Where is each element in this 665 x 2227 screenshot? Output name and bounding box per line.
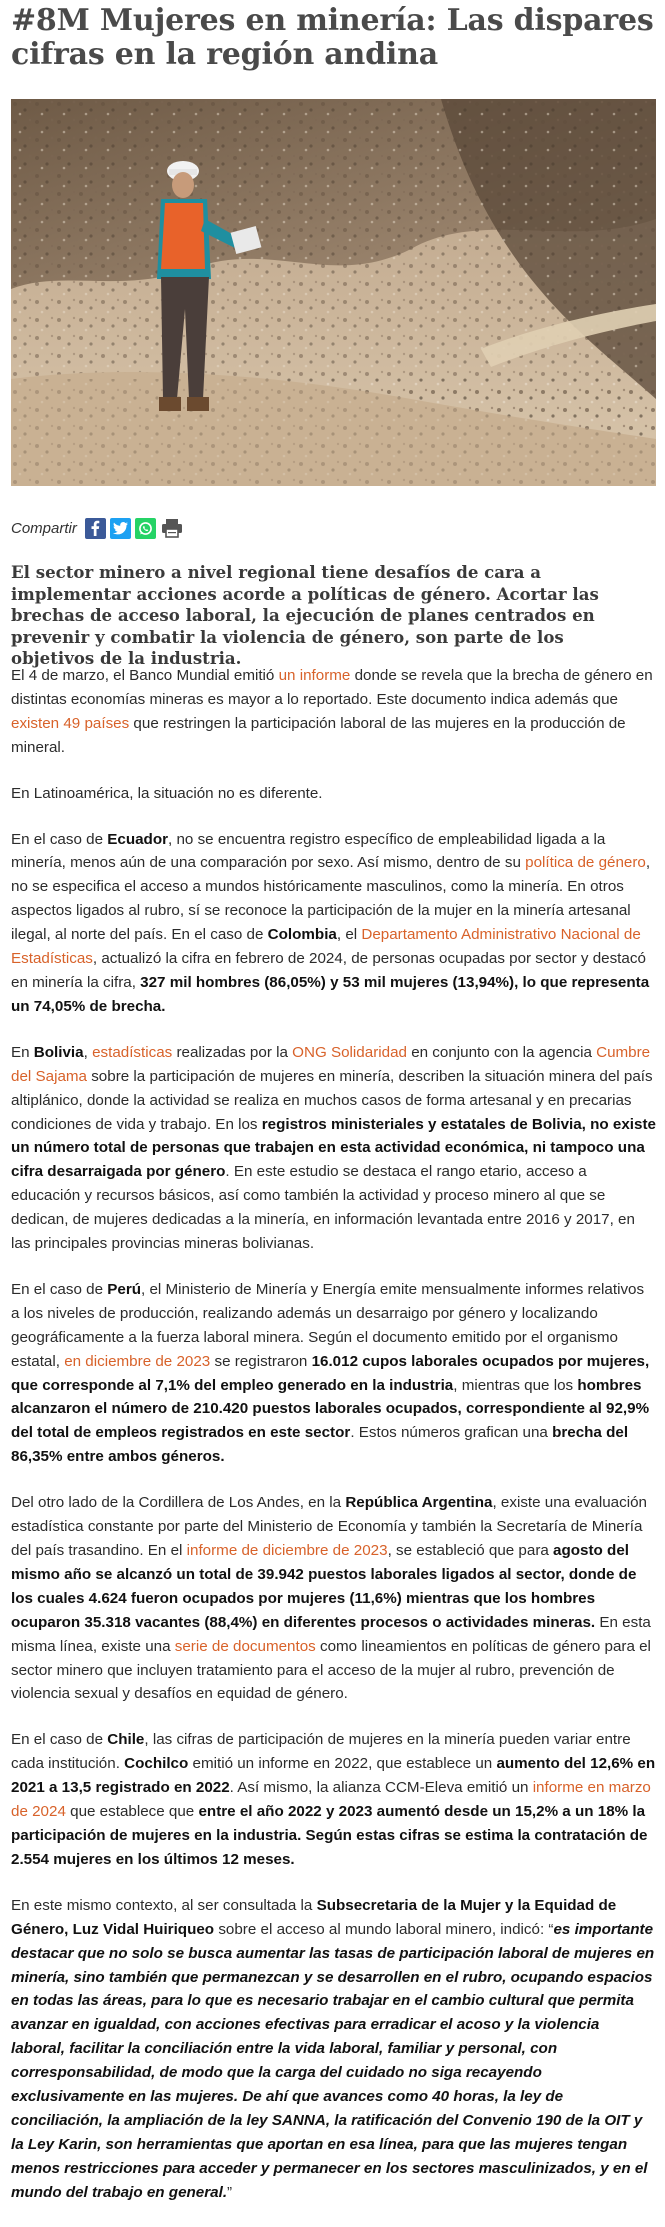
paragraph-text: que establece que (65, 1803, 199, 1821)
bold-text: hombres alcanzaron el número de 210.420 puestos laborales ocupados, correspondiente al 92,9% del total de empleos registrados en este sector (11, 1376, 650, 1442)
paragraph-peru (11, 1278, 656, 1469)
link-existen-49-paises[interactable]: existen 49 países (11, 714, 130, 732)
bold-text: brecha del 86,35% entre ambos géneros. (11, 1424, 629, 1466)
paragraph-text: , se estableció que para (387, 1542, 554, 1559)
paragraph-text: realizadas por la (172, 1043, 293, 1061)
paragraph-argentina (11, 1491, 656, 1706)
article-title: #8M Mujeres en minería: Las dispares cifras en la región andina (11, 3, 654, 72)
bold-text: Ecuador (107, 830, 169, 848)
paragraph-text: , mientras que los (453, 1376, 578, 1394)
share-label: Compartir (11, 519, 77, 537)
paragraph-text: Del otro lado de la Cordillera de Los Andes, en la (11, 1494, 346, 1512)
whatsapp-icon[interactable] (135, 518, 156, 539)
paragraph-text: donde se revela que la brecha de género en distintas economías mineras es mayor a lo reportado. Este documento indica además que (11, 667, 653, 708)
bold-text: Bolivia (33, 1043, 84, 1061)
paragraph-text: emitió un informe en 2022, que establece un (188, 1755, 497, 1773)
hero-photo (11, 99, 656, 486)
paragraph-text: , no se encuentra registro específico de empleabilidad ligada a la minería, menos aún de una comparación por sexo. Así mismo, dentro de su (11, 830, 606, 872)
paragraph-text: En Latinoamérica, la situación no es diferente. (11, 784, 323, 802)
link-ong-solidaridad[interactable]: ONG Solidaridad (292, 1043, 407, 1061)
paragraph-text: En el caso de (11, 1731, 108, 1749)
link-estadisticas[interactable]: estadísticas (92, 1043, 173, 1061)
paragraph-world-bank (11, 664, 656, 760)
article-body (11, 664, 656, 2227)
link-cumbre-del-sajama[interactable]: Cumbre del Sajama (11, 1043, 651, 1085)
paragraph-text: que restringen la participación laboral de las mujeres en la producción de mineral. (11, 714, 626, 756)
paragraph-subsecretaria (11, 1894, 656, 2205)
article (11, 0, 656, 2201)
paragraph-latinoamerica (11, 782, 656, 806)
article-lead: El sector minero a nivel regional tiene desafíos de cara a implementar acciones acorde a políticas de género. Acortar las brechas de acceso laboral, la ejecución de planes centrados en prevenir y combatir la violencia de género, son parte de los objetivos de la industria. (11, 562, 599, 669)
paragraph-bolivia (11, 1041, 656, 1256)
paragraph-text: , el (336, 926, 362, 944)
link-politica-de-genero[interactable]: política de género (525, 854, 646, 872)
bold-text: Perú (107, 1280, 142, 1298)
facebook-icon[interactable] (85, 518, 106, 539)
paragraph-text: sobre la participación de mujeres en minería, describen la situación minera del país altiplánico, donde la actividad se realiza en muchos casos de forma artesanal y en precarias condiciones de vida y trabajo. En los (11, 1067, 653, 1133)
paragraph-text: se registraron (210, 1352, 312, 1370)
hero-image (11, 99, 656, 486)
paragraph-text: sobre el acceso al mundo laboral minero, indicó: “ (214, 1920, 554, 1938)
bold-text: aumento del 12,6% en 2021 a 13,5 registrado en 2022 (11, 1755, 656, 1797)
bold-text: Subsecretaria de la Mujer y la Equidad de Género, Luz Vidal Huiriqueo (11, 1896, 617, 1938)
quote-text: es importante destacar que no solo se busca aumentar las tasas de participación laboral de mujeres en minería, sino también que permanezcan y se desarrollen en el rubro, ocupando espacios en todas las áreas, para lo que es necesario trabajar en el cambio cultural que permita avanzar en igualdad, con acciones efectivas para erradicar el acoso y la violencia laboral, facilitar la conciliación entre la vida laboral, familiar y personal, con corresponsabilidad, de modo que la carga del cuidado no siga recayendo exclusivamente en las mujeres. De ahí que avances como 40 horas, la ley de conciliación, la ampliación de la ley SANNA, la ratificación del Convenio 190 de la OIT y la Ley Karin, son herramientas que aportan en esa línea, para que las mujeres tengan menos restricciones para acceder y permanecer en los sectores masculinizados, y en el mundo del trabajo en general. (11, 1920, 655, 2201)
print-icon[interactable] (160, 518, 184, 539)
paragraph-text: ” (227, 2183, 233, 2201)
paragraph-text: , las cifras de participación de mujeres en la minería pueden variar entre cada institución. (11, 1731, 631, 1773)
paragraph-chile (11, 1728, 656, 1871)
paragraph-ecuador-colombia (11, 828, 656, 1019)
paragraph-text: En este mismo contexto, al ser consultada la (11, 1896, 317, 1914)
paragraph-text: , el Ministerio de Minería y Energía emite mensualmente informes relativos a los niveles de producción, realizando además un desarraigo por género y localizando geográficamente a la fuerza laboral minera. Según el documento emitido por el organismo estatal, (11, 1280, 645, 1370)
paragraph-text: , actualizó la cifra en febrero de 2024, de personas ocupadas por sector y destacó en minería la cifra, (11, 950, 646, 991)
twitter-icon[interactable] (110, 518, 131, 539)
bold-text: República Argentina (345, 1494, 493, 1512)
paragraph-text: En el caso de (11, 1280, 108, 1298)
paragraph-text: como lineamientos en políticas de género para el sector minero que incluyen tratamiento para el acceso de la mujer al rubro, prevención de violencia sexual y desafíos en equidad de género. (11, 1637, 651, 1703)
paragraph-text: , (83, 1043, 93, 1061)
paragraph-text: . Estos números grafican una (350, 1424, 553, 1442)
link-serie-de-documentos[interactable]: serie de documentos (174, 1637, 316, 1655)
paragraph-text: En (11, 1043, 34, 1061)
bold-text: agosto del mismo año se alcanzó un total de 39.942 puestos laborales ligados al sector, donde de los cuales 4.624 fueron ocupados por mujeres (11,6%) mientras que los hombres ocuparon 35.318 vacantes (88,4%) en diferentes procesos o actividades mineras. (11, 1542, 637, 1631)
bold-text: Colombia (267, 926, 337, 944)
link-dane[interactable]: Departamento Administrativo Nacional de Estadísticas (11, 926, 641, 968)
bold-text: 327 mil hombres (86,05%) y 53 mil mujeres (13,94%), lo que representa un 74,05% de brecha. (11, 973, 650, 1015)
link-informe-diciembre-2023[interactable]: informe de diciembre de 2023 (186, 1542, 388, 1559)
bold-text: 16.012 cupos laborales ocupados por mujeres, que corresponde al 7,1% del empleo generado en la industria (11, 1352, 650, 1394)
paragraph-text: El 4 de marzo, el Banco Mundial emitió (11, 667, 279, 684)
share-bar (11, 516, 188, 540)
link-informe-banco-mundial[interactable]: un informe (278, 667, 351, 684)
paragraph-text: En el caso de (11, 830, 108, 848)
link-informe-marzo-2024[interactable]: informe en marzo de 2024 (11, 1779, 651, 1821)
paragraph-text: , no se especifica el acceso a mundos históricamente masculinos, como la minería. En otros aspectos ligados al rubro, sí se reconoce la participación de la mujer en la minería artesanal ilegal, al norte del país. En el caso de (11, 854, 651, 944)
link-diciembre-2023[interactable]: en diciembre de 2023 (64, 1352, 211, 1370)
paragraph-text: , existe una evaluación estadística constante por parte del Ministerio de Economía y también la Secretaría de Minería del país trasandino. En el (11, 1494, 647, 1559)
paragraph-text: En esta misma línea, existe una (11, 1613, 651, 1655)
paragraph-text: en conjunto con la agencia (406, 1043, 597, 1061)
paragraph-text: . Así mismo, la alianza CCM-Eleva emitió un (229, 1779, 533, 1797)
bold-text: entre el año 2022 y 2023 aumentó desde un 15,2% a un 18% la participación de mujeres en la industria. Según estas cifras se estima la contratación de 2.554 mujeres en los últimos 12 meses. (11, 1803, 648, 1868)
paragraph-text: . En este estudio se destaca el rango etario, acceso a educación y recursos básicos, así como también la actividad y proceso minero al que se dedican, de mujeres dedicadas a la minería, en información levantada entre 2016 y 2017, en las principales provincias mineras bolivianas. (11, 1163, 635, 1253)
bold-text: registros ministeriales y estatales de Bolivia, no existe un número total de personas que trabajen en esta actividad económica, ni tampoco una cifra desarraigada por género (11, 1115, 656, 1181)
bold-text: Chile (107, 1731, 145, 1749)
bold-text: Cochilco (124, 1755, 189, 1773)
